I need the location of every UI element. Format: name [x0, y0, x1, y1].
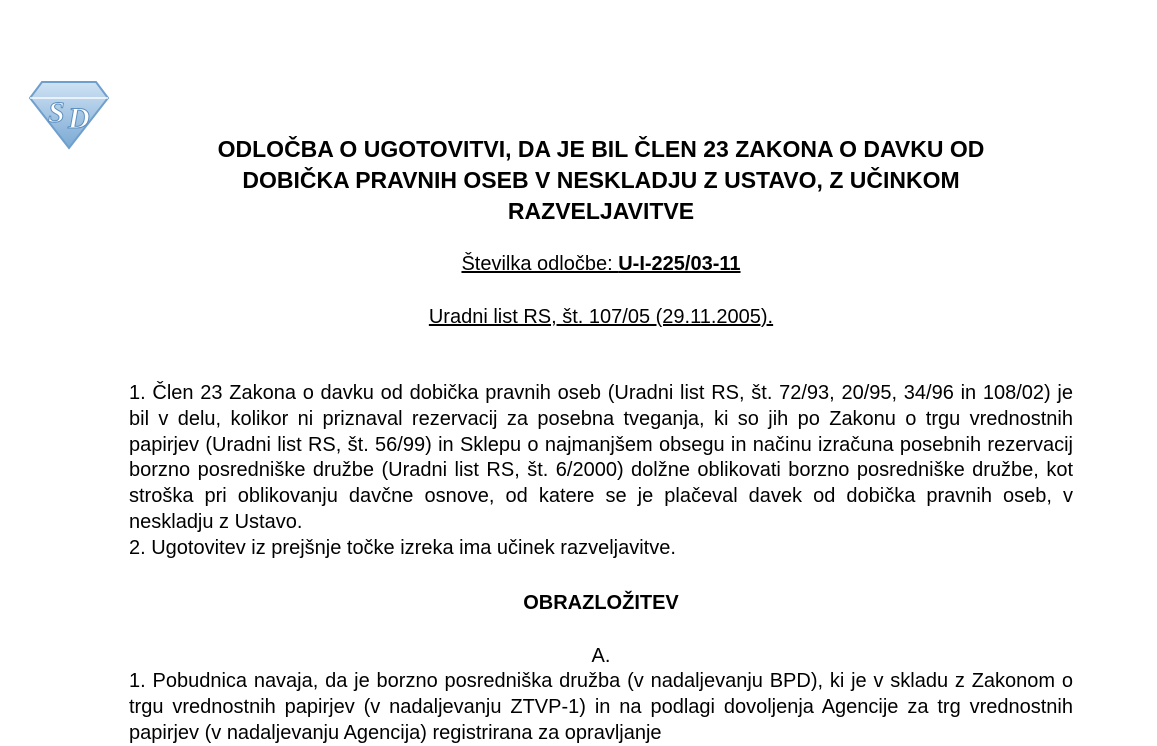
decision-number-label: Številka odločbe:: [461, 253, 619, 275]
title-line: RAZVELJAVITVE: [507, 198, 695, 224]
title-line: DOBIČKA PRAVNIH OSEB V NESKLADJU Z USTAVO, Z UČINKOM: [242, 167, 960, 193]
gazette-text: Uradni list RS, št. 107/05 (29.11.2005).: [428, 306, 774, 328]
document-title: [130, 134, 1072, 227]
operative-part: [129, 381, 1073, 562]
reasoning-heading: OBRAZLOŽITEV: [523, 592, 679, 614]
decision-number: [130, 251, 1072, 277]
section-a-body: [129, 669, 1073, 746]
svg-text:D: D: [68, 102, 90, 135]
operative-point-2: 2. Ugotovitev iz prejšnje točke izreka ima učinek razveljavitve.: [129, 536, 676, 559]
operative-point-1: 1. Člen 23 Zakona o davku od dobička pravnih oseb (Uradni list RS, št. 72/93, 20/95, 34/96 in 108/02) je bil v delu, kolikor ni priznaval rezervacij za posebna tveganja, ki so jih po Zakonu o trgu vrednostnih papirjev (Uradni list RS, št. 56/99) in Sklepu o najmanjšem obsegu in načinu izračuna posebnih rezervacij borzno posredniške družbe (Uradni list RS, št. 6/2000) dolžne oblikovati borzno posredniške družbe, kot stroška pri oblikovanju davčne osnove, od katere se je plačeval davek od dobička pravnih oseb, v neskladju z Ustavo.: [129, 382, 1073, 533]
title-line: ODLOČBA O UGOTOVITVI, DA JE BIL ČLEN 23 ZAKONA O DAVKU OD: [217, 136, 985, 162]
gazette-reference: [130, 304, 1072, 330]
decision-number-value: U-I-225/03-11: [618, 253, 741, 275]
section-a-label: A.: [591, 645, 611, 667]
svg-text:S: S: [48, 96, 65, 129]
section-a-paragraph: 1. Pobudnica navaja, da je borzno posredniška družba (v nadaljevanju BPD), ki je v skladu z Zakonom o trgu vrednostnih papirjev (v nadaljevanju ZTVP-1) in na podlagi dovoljenja Agencije za trg vrednostnih papirjev (v nadaljevanju Agencija) registrirana za opravljanje: [129, 670, 1073, 744]
sd-logo: [28, 78, 110, 150]
